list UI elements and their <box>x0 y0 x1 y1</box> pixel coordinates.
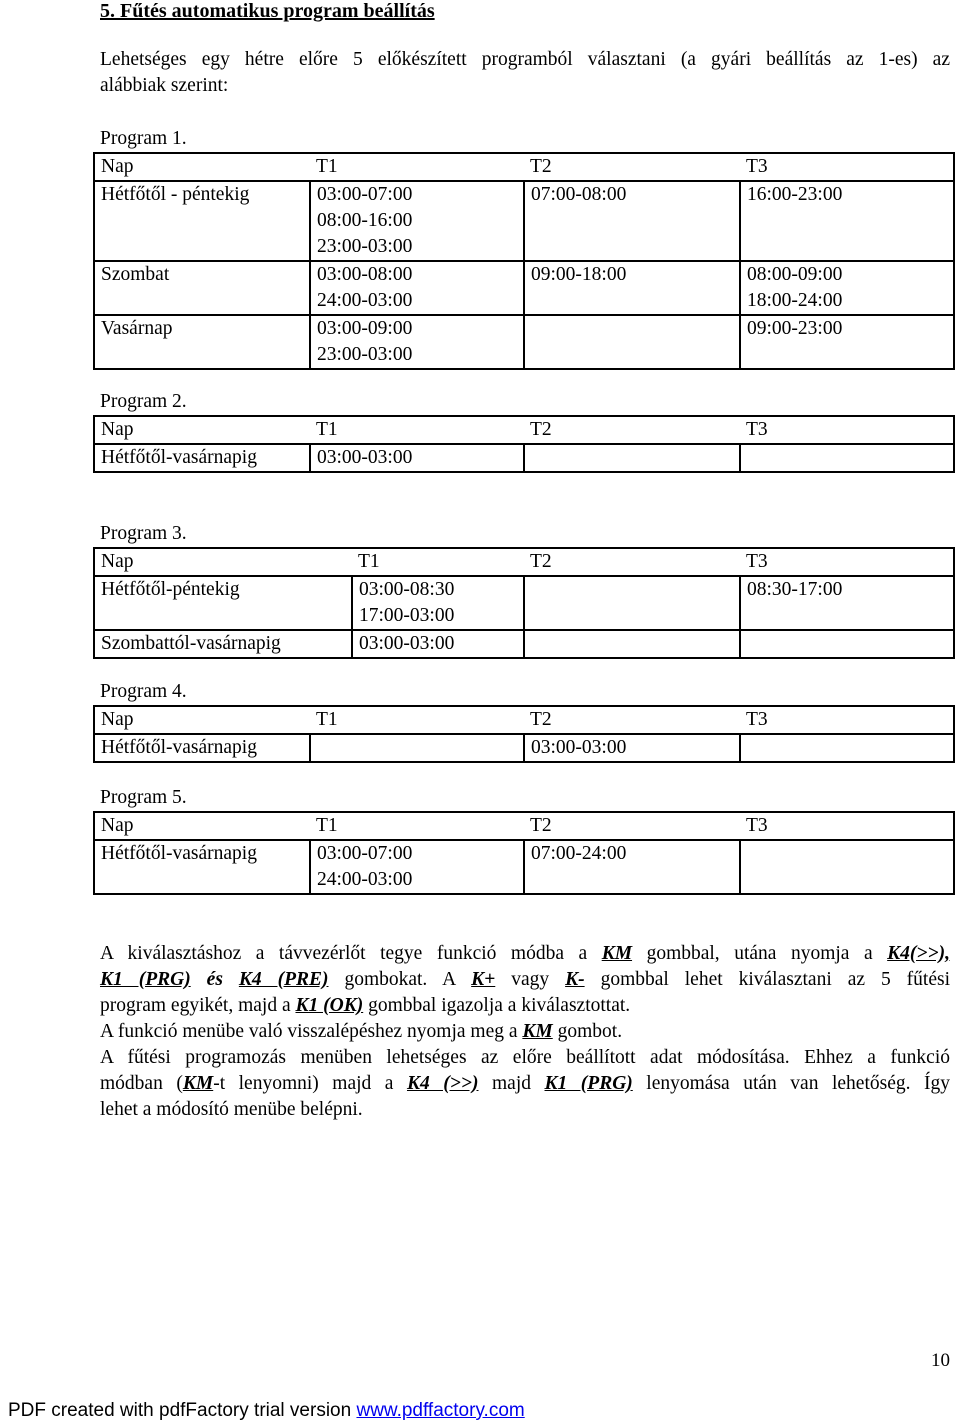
table-header-row <box>94 812 954 840</box>
program-title: Program 4. <box>100 681 187 702</box>
time-range: 03:00-07:00 <box>317 843 413 864</box>
column-header: Nap <box>94 706 310 734</box>
t2-cell <box>524 444 740 472</box>
k1-ok-key: K1 (OK) <box>295 995 364 1016</box>
time-range: 09:00-23:00 <box>747 318 843 339</box>
t3-cell <box>740 840 954 894</box>
column-header: T1 <box>310 706 524 734</box>
column-header: T3 <box>740 416 954 444</box>
program-title: Program 2. <box>100 391 187 412</box>
table-header-row <box>94 548 954 576</box>
column-header: Nap <box>94 416 310 444</box>
program-table <box>93 705 955 763</box>
column-header: T2 <box>524 416 740 444</box>
day-cell <box>94 444 310 472</box>
time-range: 08:00-16:00 <box>317 210 413 231</box>
table-row <box>94 734 954 762</box>
column-header: T3 <box>740 548 954 576</box>
program-table <box>93 152 955 370</box>
column-header: Nap <box>94 812 310 840</box>
day-label: Vasárnap <box>101 318 173 339</box>
page-number: 10 <box>931 1350 950 1371</box>
time-range: 03:00-08:30 <box>359 579 455 600</box>
time-range: 08:00-09:00 <box>747 264 843 285</box>
t3-cell <box>740 576 954 630</box>
t3-cell <box>740 261 954 315</box>
t1-cell <box>310 734 524 762</box>
time-range: 24:00-03:00 <box>317 290 413 311</box>
column-header: T3 <box>740 812 954 840</box>
table-header-row <box>94 416 954 444</box>
column-header: Nap <box>94 153 310 181</box>
day-label: Szombattól-vasárnapig <box>101 633 281 654</box>
day-cell <box>94 630 352 658</box>
intro-line: alábbiak szerint: <box>100 75 229 96</box>
column-header: T1 <box>310 416 524 444</box>
t2-cell <box>524 261 740 315</box>
t2-cell <box>524 181 740 261</box>
time-range: 03:00-09:00 <box>317 318 413 339</box>
program-table <box>93 415 955 473</box>
time-range: 07:00-08:00 <box>531 184 627 205</box>
t2-cell <box>524 576 740 630</box>
column-header: T3 <box>740 706 954 734</box>
day-cell <box>94 840 310 894</box>
time-range: 23:00-03:00 <box>317 236 413 257</box>
day-label: Szombat <box>101 264 170 285</box>
day-cell <box>94 261 310 315</box>
t3-cell <box>740 630 954 658</box>
table-row <box>94 444 954 472</box>
program-title: Program 3. <box>100 523 187 544</box>
km-key: KM <box>182 1073 214 1094</box>
table-header-row <box>94 706 954 734</box>
column-header: T3 <box>740 153 954 181</box>
day-label: Hétfőtől-vasárnapig <box>101 447 257 468</box>
footer-link[interactable]: www.pdffactory.com <box>356 1400 525 1421</box>
table-row <box>94 840 954 894</box>
intro-line: Lehetséges egy hétre előre 5 előkészített programból választani (a gyári beállítás az 1-es) az <box>100 49 950 70</box>
column-header: Nap <box>94 548 352 576</box>
k-minus-key: K- <box>565 969 585 990</box>
t1-cell <box>352 630 524 658</box>
t2-cell <box>524 630 740 658</box>
k4-gt-key: K4 (>>) <box>406 1073 479 1094</box>
column-header: T2 <box>524 812 740 840</box>
program-table <box>93 811 955 895</box>
time-range: 17:00-03:00 <box>359 605 455 626</box>
time-range: 18:00-24:00 <box>747 290 843 311</box>
column-header: T2 <box>524 153 740 181</box>
table-header-row <box>94 153 954 181</box>
day-label: Hétfőtől-vasárnapig <box>101 737 257 758</box>
table-row <box>94 630 954 658</box>
k4-pre-key: K4 (PRE) <box>238 969 329 990</box>
t1-cell <box>310 840 524 894</box>
table-row <box>94 261 954 315</box>
t1-cell <box>352 576 524 630</box>
k4-key: K4(>>), <box>887 943 950 964</box>
day-label: Hétfőtől - péntekig <box>101 184 250 205</box>
time-range: 03:00-07:00 <box>317 184 413 205</box>
t1-cell <box>310 261 524 315</box>
column-header: T1 <box>352 548 524 576</box>
day-cell <box>94 181 310 261</box>
t3-cell <box>740 444 954 472</box>
table-row <box>94 315 954 369</box>
column-header: T2 <box>524 706 740 734</box>
k-plus-key: K+ <box>471 969 496 990</box>
day-label: Hétfőtől-vasárnapig <box>101 843 257 864</box>
program-table <box>93 547 955 659</box>
t3-cell <box>740 734 954 762</box>
km-key: KM <box>601 943 633 964</box>
table-row <box>94 576 954 630</box>
time-range: 03:00-03:00 <box>359 633 455 654</box>
column-header: T1 <box>310 812 524 840</box>
day-cell <box>94 576 352 630</box>
time-range: 23:00-03:00 <box>317 344 413 365</box>
table-row <box>94 181 954 261</box>
time-range: 07:00-24:00 <box>531 843 627 864</box>
time-range: 03:00-03:00 <box>317 447 413 468</box>
t2-cell <box>524 734 740 762</box>
t3-cell <box>740 315 954 369</box>
intro-paragraph <box>100 47 950 99</box>
time-range: 03:00-08:00 <box>317 264 413 285</box>
t1-cell <box>310 444 524 472</box>
t2-cell <box>524 840 740 894</box>
column-header: T2 <box>524 548 740 576</box>
t1-cell <box>310 181 524 261</box>
day-label: Hétfőtől-péntekig <box>101 579 240 600</box>
k1-prg-key: K1 (PRG) <box>544 1073 633 1094</box>
column-header: T1 <box>310 153 524 181</box>
time-range: 08:30-17:00 <box>747 579 843 600</box>
km-key: KM <box>522 1021 553 1042</box>
program-title: Program 1. <box>100 128 187 149</box>
time-range: 24:00-03:00 <box>317 869 413 890</box>
instructions: A kiválasztáshoz a távvezérlőt tegye funkció módba a KM gombbal, utána nyomja a K4(>>), K1 (PRG) és K4 (PRE) gombokat. A K+ vagy K- gombbal lehet kiválasztani az 5 fűtési program egyikét, majd a K1 (OK) gombbal igazolja a kiválasztottat. A funkció menübe való visszalépéshez nyomja meg a KM gombot. A fűtési programozás menüben lehetséges az előre beállított adat módosítása. Ehhez a funkció módban (KM-t lenyomni) majd a K4 (>>) majd K1 (PRG) lenyomása után van lehetőség. Így lehet a módosító menübe belépni. <box>100 943 950 1120</box>
t1-cell <box>310 315 524 369</box>
section-heading: 5. Fűtés automatikus program beállítás <box>100 0 435 22</box>
pdf-footer: PDF created with pdfFactory trial version www.pdffactory.com <box>8 1400 525 1421</box>
time-range: 09:00-18:00 <box>531 264 627 285</box>
t3-cell <box>740 181 954 261</box>
day-cell <box>94 734 310 762</box>
day-cell <box>94 315 310 369</box>
program-title: Program 5. <box>100 787 187 808</box>
k1-prg-key: K1 (PRG) <box>100 969 191 990</box>
time-range: 16:00-23:00 <box>747 184 843 205</box>
time-range: 03:00-03:00 <box>531 737 627 758</box>
t2-cell <box>524 315 740 369</box>
